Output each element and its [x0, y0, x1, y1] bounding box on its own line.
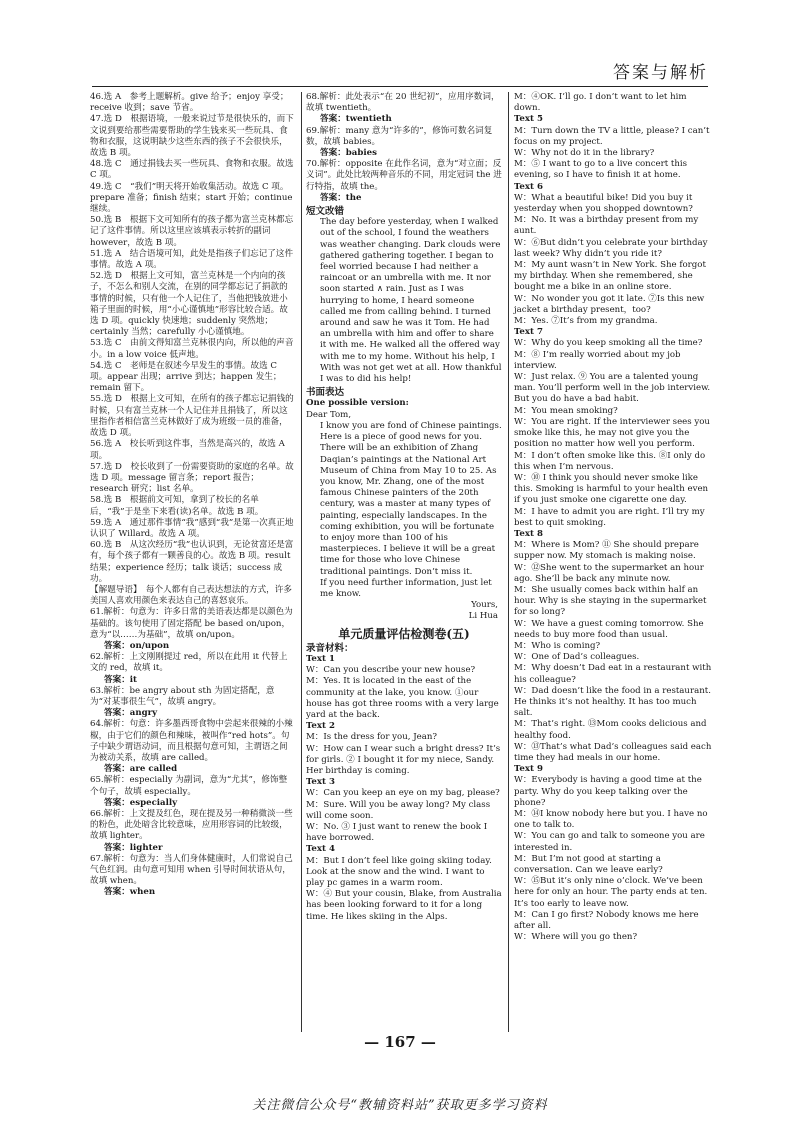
dialogue-line: M：My aunt wasn’t in New York. She forgot my birthday. When she remembered, she bought me a bike in an online store. [514, 260, 706, 293]
answer-item: 63.解析：be angry about sth 为固定搭配，意为“对某事很生气”，故填 angry。 [90, 685, 275, 707]
text-label: Text 2 [306, 721, 335, 732]
dialogue-line: W：You can go and talk to someone you are interested in. [514, 831, 705, 853]
writing-version: One possible version: [306, 398, 409, 409]
column-divider-1 [301, 92, 302, 1032]
dialogue-line: M：Why doesn’t Dad eat in a restaurant with his colleague? [514, 663, 712, 685]
letter-paragraph: I know you are fond of Chinese paintings. Here is a piece of good news for you. [320, 420, 502, 443]
dialogue-line: M：⑧ I’m really worried about my job interview. [514, 349, 681, 371]
dialogue-line: M：Can I go first? Nobody knows me here after all. [514, 909, 699, 932]
letter-paragraph: There will be an exhibition of Zhang Daqian’s paintings at the National Art Museum of China from May 10 to 25. As you know, Mr. Zhang, one of the most famous Chinese painters of the 20th century, was a master at many types of painting, especially landscapes. In the coming exhibition, you will be fortunate to enjoy more than 100 of his masterpieces. I believe it will be a great time for those who love Chinese traditional paintings. Don’t miss it. [320, 443, 497, 577]
dialogue-line: M：You mean smoking? [514, 405, 618, 416]
dialogue-line: M：Is the dress for you, Jean? [306, 732, 438, 743]
dialogue-line: W：Everybody is having a good time at the party. Why do you keep talking over the phone? [514, 775, 702, 808]
answer-item: 69.解析：many 意为“许多的”，修饰可数名词复数，故填 babies。 [306, 125, 493, 147]
dialogue-line: M：Who is coming? [514, 640, 601, 651]
letter-paragraph: If you need further information, just let me know. [320, 577, 492, 599]
answer-item: 60.选 B 从这次经历“我”也认识到，无论贫富还是富有，每个孩子都有一颗善良的心。故选 B 项。result 结果；experience 经历；talk 谈话；success 成功。 [90, 540, 294, 584]
answer-item: 66.解析：上文提及红色，现在提及另一种稍微淡一些的粉色，此处暗含比较意味，应用形容词的比较级，故填 lighter。 [90, 809, 293, 842]
dialogue-line: W：What a beautiful bike! Did you buy it yesterday when you shopped downtown? [514, 192, 693, 215]
answer-item: 48.选 C 通过捐钱去买一些玩具、食物和衣服。故选 C 项。 [90, 159, 294, 181]
answer-item: 65.解析：especially 为副词，意为“尤其”，修饰整个句子，故填 especially。 [90, 775, 288, 797]
dialogue-line: W：④ But your cousin, Blake, from Australia has been looking forward to it for a long time. He likes skiing in the Alps. [306, 889, 502, 922]
answer-item: 57.选 D 校长收到了一份需要资助的家庭的名单。故选 D 项。message 留言条；report 报告；research 研究；list 名单。 [90, 461, 294, 495]
recording-title: 录音材料： [306, 642, 354, 654]
dialogue-line: M：Sure. Will you be away long? My class will come soon. [306, 799, 491, 821]
answer-item: 62.解析：上文刚刚提过 red，所以在此用 it 代替上文的 red，故填 it。 [90, 652, 288, 674]
answer-item: 52.选 D 根据上文可知，富兰克林是一个内向的孩子，不怎么和别人交流，在别的同学都忘记了捐款的事情的时候，只有他一个人记住了，当他把钱放进小箱子里面的时候，用“小心谨慎地”形容比较合适。故选 D 项。quickly 快速地；suddenly 突然地；certainly 当然；carefully 小心谨慎地。 [90, 271, 288, 338]
dialogue-line: M：Where is Mom? ⑪ She should prepare supper now. My stomach is making noise. [514, 540, 699, 562]
answer-key: 答案：when [104, 887, 156, 898]
header-title: 答案与解析 [613, 63, 708, 83]
answer-key: 答案：twentieth [320, 114, 392, 125]
dialogue-line: W：How can I wear such a bright dress? It’s for girls. ② I bought it for my niece, Sandy. Her birthday is coming. [306, 743, 501, 776]
unit-title: 单元质量评估检测卷(五) [338, 626, 470, 641]
answer-item: 54.选 C 老师是在叙述今早发生的事情。故选 C 项。appear 出现；arrive 到达；happen 发生；remain 留下。 [90, 360, 282, 394]
dialogue-line: W：Can you keep an eye on my bag, please? [306, 788, 500, 799]
text-label: Text 3 [306, 777, 335, 788]
dialogue-line: W：We have a guest coming tomorrow. She needs to buy more food than usual. [514, 618, 704, 640]
dialogue-line: W：One of Dad’s colleagues. [514, 652, 640, 663]
dialogue-line: M：But I’m not good at starting a conversation. Can we leave early? [514, 853, 663, 876]
answer-key: 答案：it [104, 674, 138, 685]
dialogue-line: W：⑩ I think you should never smoke like this. Smoking is harmful to your health even if you just smoke one cigarette one day. [514, 472, 709, 506]
dialogue-line: W：Why not do it in the library? [514, 148, 655, 159]
answer-item: 47.选 D 根据语境，一般来说过节是很快乐的，而下文说到要给那些需要帮助的学生钱来买一些玩具、食物和衣服，这说明缺少这些东西的孩子不会很快乐，故选 B 项。 [90, 114, 294, 159]
answer-column-1 [90, 92, 295, 899]
dialogue-line: W：No wonder you got it late. ⑦Is this new jacket a birthday present，too? [514, 293, 705, 315]
answer-item: 50.选 B 根据下文可知所有的孩子都为富兰克林都忘记了这件事情。所以这里应该填表示转折的副词 however，故选 B 项。 [90, 215, 294, 248]
answer-item: 61.解析：句意为：许多日常的美语表达都是以颜色为基础的。该句使用了固定搭配 be based on/upon，意为“以……为基础”，故填 on/upon。 [90, 607, 293, 640]
dialogue-line: M：Yes. It is located in the east of the community at the lake, you know. ①our house has got three rooms with a very large yard at the back. [306, 676, 499, 720]
answer-item: 67.解析：句意为：当人们身体健康时，人们常说自己气色红润。由句意可知用 when 引导时间状语从句，故填 when。 [90, 853, 293, 887]
text-label: Text 4 [306, 844, 335, 855]
dialogue-line: W：⑮But it’s only nine o’clock. We’ve been here for only an hour. The party ends at ten. It’s too early to leave now. [514, 876, 708, 909]
answer-key: 答案：angry [104, 708, 158, 719]
answer-item: 51.选 A 结合语境可知，此处是指孩子们忘记了这件事情。故选 A 项。 [90, 248, 294, 271]
dialogue-line: W：Just relax. ⑨ You are a talented young man. You’ll perform well in the job interview. But you do have a bad habit. [514, 372, 711, 405]
dialogue-line: M：But I don’t feel like going skiing today. Look at the snow and the wind. I want to play pc games in a warm room. [306, 855, 492, 889]
text-label: Text 5 [514, 114, 543, 125]
answer-item: 58.选 B 根据前文可知，拿到了校长的名单后，“我”于是坐下来看(读)名单。故选 B 项。 [90, 495, 264, 517]
answer-key: 答案：on/upon [104, 640, 170, 651]
text-label: Text 9 [514, 764, 543, 775]
answer-item: 55.选 D 根据上文可知，在所有的孩子都忘记捐钱的时候，只有富兰克林一个人记住并且捐钱了，所以这里指作者相信富兰克林做好了成为班级一员的准备，故选 D 项。 [90, 394, 294, 439]
guide-note: 【解题导语】 每个人都有自己表达想法的方式，许多美国人喜欢用颜色来表达自己的喜怒哀乐。 [90, 584, 292, 607]
answer-column-3 [514, 92, 712, 943]
answer-item: 46.选 A 参考上题解析。give 给予；enjoy 享受；receive 收到；save 节省。 [90, 92, 289, 114]
section-title-correction: 短文改错 [306, 206, 345, 218]
dialogue-line: M：⑭I know nobody here but you. I have no one to talk to. [514, 809, 708, 831]
dialogue-line: W：Can you describe your new house? [306, 665, 476, 676]
text-label: Text 1 [306, 653, 335, 664]
dialogue-line: M：Yes. ⑦It’s from my grandma. [514, 316, 658, 327]
dialogue-line: W：⑬That’s what Dad’s colleagues said each time they had meals in our home. [514, 741, 712, 763]
answer-item: 68.解析：此处表示“在 20 世纪初”，应用序数词，故填 twentieth。 [306, 92, 500, 114]
dialogue-line: M：That’s right. ⑬Mom cooks delicious and healthy food. [514, 719, 707, 741]
answer-item: 53.选 C 由前文得知富兰克林很内向，所以他的声音小。in a low voice 低声地。 [90, 338, 294, 360]
section-title-writing: 书面表达 [306, 387, 345, 399]
answer-item: 56.选 A 校长听到这件事，当然是高兴的，故选 A 项。 [90, 439, 285, 461]
header-rule [92, 86, 708, 87]
dialogue-line: M：She usually comes back within half an hour. Why is she staying in the supermarket for so long? [514, 584, 707, 618]
dialogue-line: W：Why do you keep smoking all the time? [514, 338, 703, 349]
answer-item: 59.选 A 通过那件事情“我”感到“我”是第一次真正地认识了 Willard。故选 A 项。 [90, 517, 294, 539]
answer-key: 答案：babies [320, 148, 377, 159]
letter-closing: Yours, [471, 600, 498, 611]
text-label: Text 8 [514, 528, 543, 539]
answer-column-2 [306, 92, 502, 923]
footer-note: 关注微信公众号“教辅资料站”获取更多学习资料 [252, 1098, 548, 1113]
dialogue-line: M：I don’t often smoke like this. ⑧I only do this when I’m nervous. [514, 450, 706, 472]
letter-signature: Li Hua [468, 611, 498, 622]
dialogue-line: W：⑥But didn’t you celebrate your birthday last week? Why didn’t you ride it? [514, 237, 708, 259]
dialogue-line: M：No. It was a birthday present from my aunt. [514, 215, 699, 237]
dialogue-line: W：You are right. If the interviewer sees you smoke like this, he may not give you the position no matter how well you perform. [514, 416, 710, 450]
answer-item: 70.解析：opposite 在此作名词，意为“对立面；反义词”。此处比较两种音乐的不同，用定冠词 the 进行特指，故填 the。 [306, 159, 502, 192]
answer-key: 答案：are called [104, 764, 178, 775]
answer-key: 答案：the [320, 192, 362, 203]
answer-item: 49.选 C “我们”明天将开始收集活动。故选 C 项。prepare 准备；finish 结束；start 开始；continue 继续。 [90, 181, 293, 215]
dialogue-line: M：④OK. I’ll go. I don’t want to let him down. [514, 92, 687, 114]
dialogue-line: W：Dad doesn’t like the food in a restaurant. He thinks it’s not healthy. It has too much salt. [514, 685, 711, 719]
dialogue-line: W：No. ③ I just want to renew the book I have borrowed. [306, 822, 488, 844]
dialogue-line: M：⑤ I want to go to a live concert this evening, so I have to finish it at home. [514, 159, 688, 181]
dialogue-line: W：Where will you go then? [514, 932, 638, 943]
text-label: Text 6 [514, 181, 543, 192]
dialogue-line: W：⑫She went to the supermarket an hour ago. She’ll be back any minute now. [514, 562, 704, 584]
answer-key: 答案：especially [104, 797, 178, 808]
correction-passage: The day before yesterday, when I walked out of the school, I found the weathers was weather changing. Dark clouds were gathered gathering together. I began to feel worried because I had neither a raincoat or an umbrella with me. It nor soon started ∧ rain. Just as I was hurrying to home, I heard someone called me from calling behind. I turned around and saw he was it Tom. He had an umbrella with him and offer to share it with me. He walked all the offered way with me to my home. Without his help, I With was not get wet at all. How thankful I was to did his help! [320, 217, 502, 385]
text-label: Text 7 [514, 327, 543, 338]
page-number: — 167 — [364, 1033, 436, 1051]
letter-greeting: Dear Tom, [306, 409, 352, 420]
dialogue-line: M：I have to admit you are right. I’ll try my best to quit smoking. [514, 506, 705, 528]
dialogue-line: M：Turn down the TV a little, please? I can’t focus on my project. [514, 125, 710, 147]
answer-key: 答案：lighter [104, 842, 163, 853]
answer-item: 64.解析：句意：许多墨西哥食物中尝起来很辣的小辣椒，由于它们的颜色和辣味，被叫作“red hots”。句子中缺少谓语动词，而且根据句意可知，主谓语之间为被动关系，故填 are called。 [90, 719, 293, 763]
column-divider-2 [508, 92, 509, 1032]
